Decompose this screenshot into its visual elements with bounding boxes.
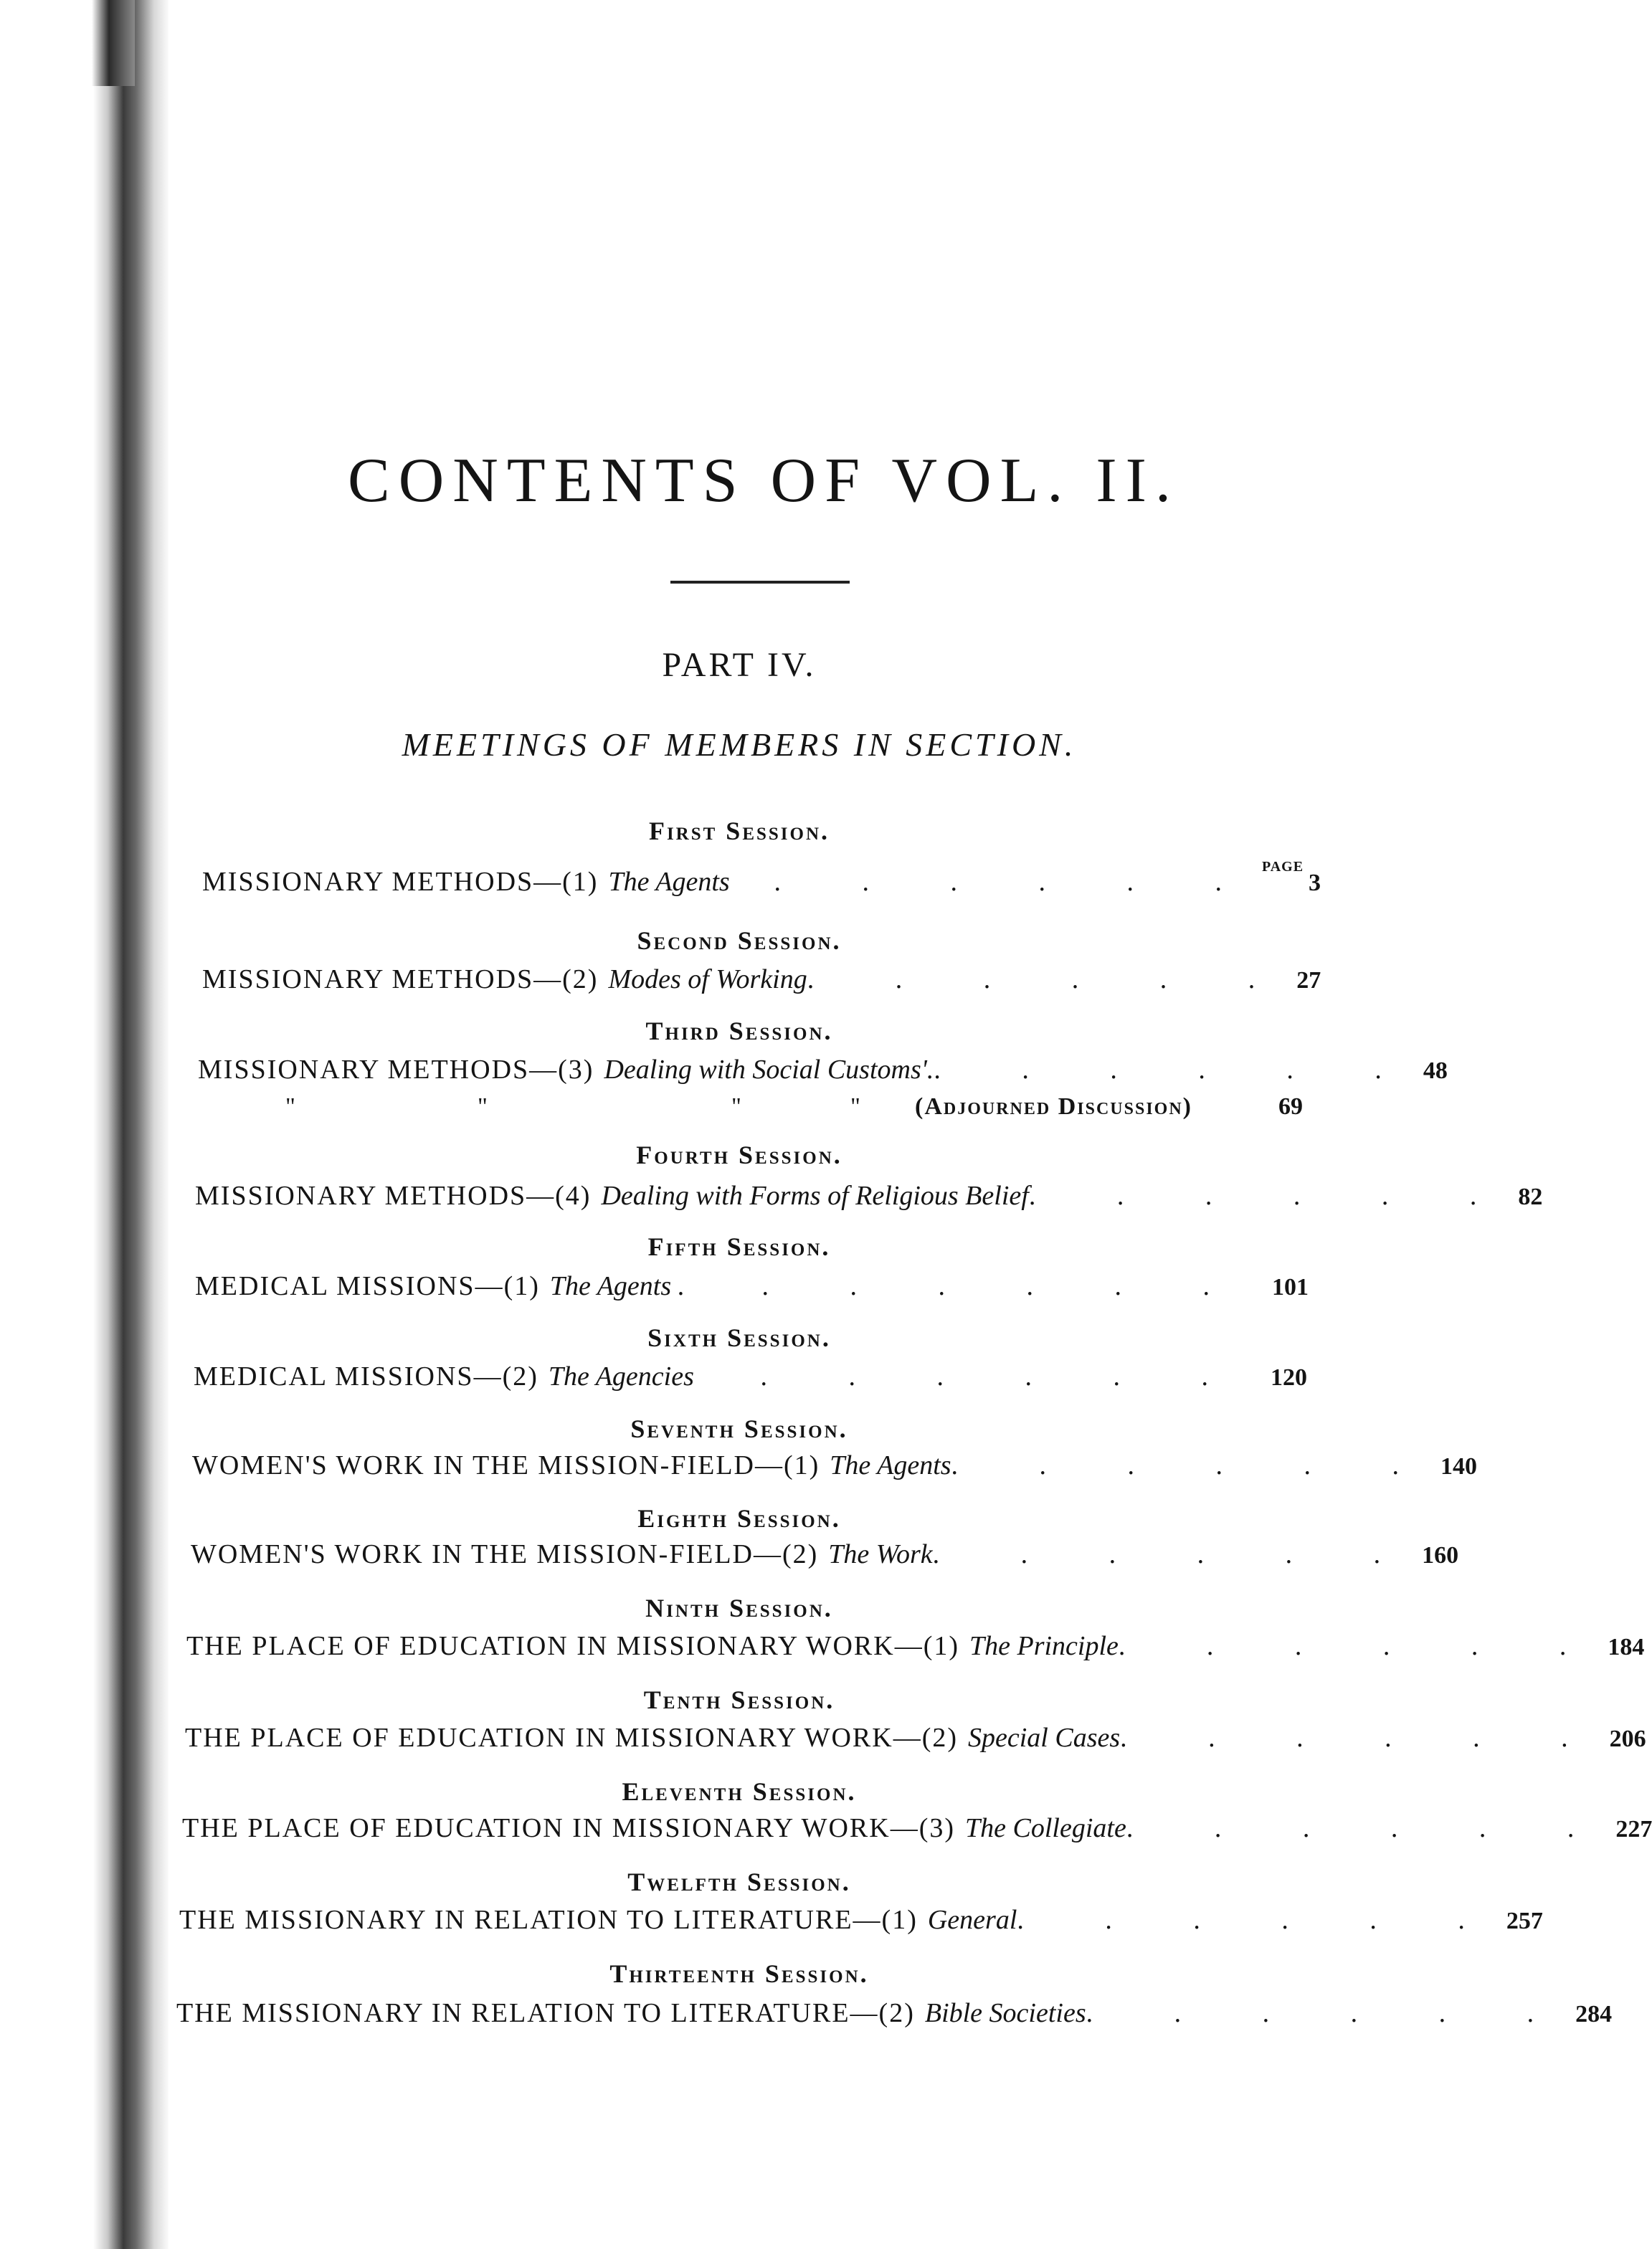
entry-subtitle: Special Cases (968, 1723, 1121, 1753)
entry-title: MISSIONARY METHODS—(2) (202, 964, 599, 994)
page-number: 257 (1506, 1908, 1543, 1934)
toc-entry (191, 1539, 1459, 1570)
page-number: 82 (1518, 1184, 1543, 1210)
ditto-mark: " (850, 1093, 860, 1120)
entry-title: WOMEN'S WORK IN THE MISSION-FIELD—(1) (192, 1450, 820, 1480)
leader-dots: . . . . . . (934, 1055, 1419, 1085)
leader-dots: . . . . . . (932, 1539, 1418, 1569)
page-number: 206 (1609, 1726, 1646, 1752)
page-number: 120 (1271, 1364, 1307, 1391)
entry-title: THE PLACE OF EDUCATION IN MISSIONARY WORK—(1) (186, 1631, 959, 1661)
entry-title: THE MISSIONARY IN RELATION TO LITERATURE—(2) (176, 1998, 915, 2028)
session-heading: Thirteenth Session. (609, 1959, 869, 1988)
entry-subtitle: The Collegiate (965, 1813, 1126, 1843)
leader-dots: . . . . . . (1126, 1813, 1612, 1843)
entry-subtitle: The Principle (969, 1631, 1119, 1661)
toc-entry (195, 1270, 1309, 1302)
entry-title: MEDICAL MISSIONS—(1) (195, 1271, 540, 1301)
entry-subtitle: The Agents (830, 1450, 951, 1480)
toc-entry (192, 1450, 1478, 1481)
binding-top-shadow (92, 0, 135, 86)
entry-title: THE MISSIONARY IN RELATION TO LITERATURE—(1) (179, 1905, 918, 1935)
toc-entry (186, 1630, 1645, 1662)
page-number: 140 (1440, 1453, 1478, 1480)
page-number: 160 (1422, 1542, 1459, 1569)
leader-dots: . . . . . . (951, 1450, 1437, 1480)
entry-title: MISSIONARY METHODS—(4) (195, 1181, 592, 1211)
session-heading: First Session. (648, 817, 830, 845)
section-subtitle: MEETINGS OF MEMBERS IN SECTION. (402, 726, 1077, 763)
page-number: 184 (1608, 1634, 1645, 1660)
entry-subtitle: Bible Societies (924, 1998, 1086, 2028)
page-title: CONTENTS OF VOL. II. (348, 446, 1179, 515)
leader-dots: . . . . . . (1118, 1631, 1604, 1661)
session-heading: Eighth Session. (637, 1504, 841, 1533)
entry-subtitle: The Work (828, 1539, 933, 1569)
leader-dots: . . . . . . (1120, 1723, 1605, 1753)
leader-dots: . . . . . . (761, 1271, 1247, 1301)
page-number: 101 (1272, 1274, 1309, 1301)
toc-entry (198, 1054, 1448, 1085)
toc-entry (185, 1722, 1646, 1754)
page-number: 3 (1309, 870, 1321, 896)
leader-dots: . . . . . . (1086, 1998, 1572, 2028)
page-number: 69 (1278, 1093, 1303, 1120)
toc-entry (195, 1180, 1543, 1212)
session-heading: Seventh Session. (630, 1414, 848, 1443)
part-heading: PART IV. (662, 646, 817, 684)
leader-dots: . . . . . . (807, 964, 1293, 994)
toc-entry (182, 1812, 1652, 1844)
entry-title: MEDICAL MISSIONS—(2) (194, 1361, 538, 1392)
ditto-mark: " (731, 1093, 741, 1120)
entry-subtitle: Dealing with Forms of Religious Belief (601, 1181, 1029, 1211)
entry-title: MISSIONARY METHODS—(1) (202, 867, 599, 897)
session-heading: Eleventh Session. (622, 1777, 857, 1806)
leader-dots: . . . . . . (774, 867, 1259, 897)
toc-entry (179, 1904, 1543, 1936)
session-heading: Tenth Session. (643, 1685, 835, 1714)
page-number: 227 (1615, 1816, 1652, 1843)
page-column-heading: PAGE (1262, 859, 1304, 875)
session-heading: Sixth Session. (647, 1323, 831, 1352)
session-heading: Second Session. (637, 926, 842, 955)
leader-dots: . . . . . . (760, 1361, 1245, 1392)
toc-entry (202, 964, 1321, 995)
page-number: 284 (1575, 2001, 1613, 2027)
entry-subtitle: General (927, 1905, 1017, 1935)
session-heading: Fourth Session. (636, 1141, 842, 1169)
title-rule (670, 581, 850, 584)
page-number: 48 (1423, 1057, 1448, 1084)
session-heading: Fifth Session. (647, 1232, 831, 1261)
session-heading: Ninth Session. (645, 1594, 833, 1622)
ditto-mark: " (478, 1093, 488, 1120)
binding-shadow (0, 0, 168, 2249)
session-heading: Third Session. (645, 1017, 833, 1045)
leader-dots: . . . . . . (1028, 1181, 1514, 1211)
page-number: 27 (1296, 967, 1321, 994)
adjourned-label: (Adjourned Discussion) (915, 1093, 1192, 1120)
session-heading: Twelfth Session. (627, 1868, 851, 1896)
ditto-mark: " (285, 1093, 295, 1120)
entry-title: WOMEN'S WORK IN THE MISSION-FIELD—(2) (191, 1539, 819, 1569)
toc-entry (194, 1361, 1307, 1392)
entry-title: THE PLACE OF EDUCATION IN MISSIONARY WORK—(3) (182, 1813, 955, 1843)
toc-entry (176, 1997, 1613, 2029)
entry-subtitle: The Agencies (548, 1361, 694, 1392)
entry-subtitle: The Agents (608, 867, 730, 897)
leader-dots: . . . . . . (1017, 1905, 1502, 1935)
entry-subtitle: Modes of Working (608, 964, 807, 994)
entry-subtitle: Dealing with Social Customs'. (604, 1055, 934, 1085)
toc-entry (202, 866, 1321, 898)
entry-title: MISSIONARY METHODS—(3) (198, 1055, 594, 1085)
entry-title: THE PLACE OF EDUCATION IN MISSIONARY WORK—(2) (185, 1723, 958, 1753)
entry-subtitle: The Agents . (549, 1271, 685, 1301)
